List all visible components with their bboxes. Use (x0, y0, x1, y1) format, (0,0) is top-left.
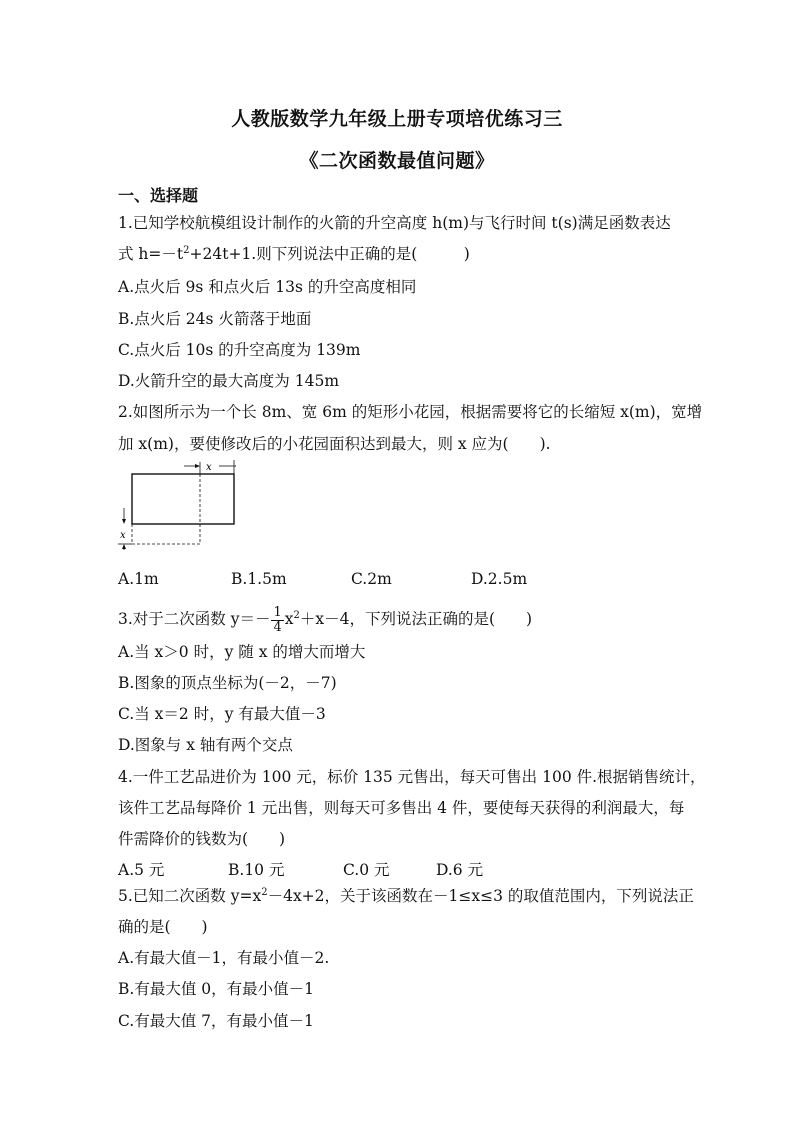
q2-stem-line1: 2.如图所示为一个长 8m、宽 6m 的矩形小花园，根据需要将它的长缩短 x(m)，宽增 (118, 403, 703, 421)
q3-option-a: A.当 x＞0 时，y 随 x 的增大而增大 (118, 643, 366, 661)
q1-expr-text: 式 h=－t (118, 245, 184, 263)
q2-figure-label-left: x (120, 530, 126, 541)
q5-stem-text: 5.已知二次函数 y=x (118, 887, 262, 905)
q4-option-a: A.5 元 (118, 861, 165, 879)
q1-stem-line1: 1.已知学校航模组设计制作的火箭的升空高度 h(m)与飞行时间 t(s)满足函数表达 (118, 214, 671, 232)
q1-exponent: 2 (183, 245, 190, 256)
q2-rectangle-figure (116, 460, 236, 550)
q3-variable: x (284, 610, 294, 628)
q3-stem (118, 605, 532, 635)
q1-option-a: A.点火后 9s 和点火后 13s 的升空高度相同 (118, 278, 417, 296)
garden-rectangle (132, 474, 234, 524)
q3-stem-rest: ＋x－4，下列说法正确的是( ) (299, 610, 533, 628)
q1-expr-rest: +24t+1.则下列说法中正确的是( ) (189, 245, 470, 263)
q1-option-b: B.点火后 24s 火箭落于地面 (118, 310, 312, 328)
q2-option-b: B.1.5m (231, 570, 287, 588)
q2-option-c: C.2m (351, 570, 392, 588)
q3-fraction-denominator: 4 (273, 619, 282, 635)
q2-stem-line2: 加 x(m)，要使修改后的小花园面积达到最大，则 x 应为( ). (118, 435, 551, 453)
document-subtitle: 《二次函数最值问题》 (299, 150, 495, 172)
q5-option-c: C.有最大值 7，有最小值－1 (118, 1012, 314, 1030)
q3-exponent: 2 (293, 610, 300, 621)
q5-option-a: A.有最大值－1，有最小值－2. (118, 949, 330, 967)
q3-option-d: D.图象与 x 轴有两个交点 (118, 736, 293, 754)
q5-exponent: 2 (261, 887, 268, 898)
q2-figure-label-top: x (206, 462, 212, 473)
q1-stem-line2 (118, 244, 470, 264)
q3-option-c: C.当 x＝2 时，y 有最大值－3 (118, 705, 326, 723)
q3-stem-text: 3.对于二次函数 y＝－ (118, 610, 271, 628)
q5-option-b: B.有最大值 0，有最小值－1 (118, 980, 314, 998)
q5-stem-rest: －4x+2，关于该函数在－1≤x≤3 的取值范围内，下列说法正 (267, 887, 694, 905)
q4-option-b: B.10 元 (228, 861, 285, 879)
q1-option-d: D.火箭升空的最大高度为 145m (118, 372, 340, 390)
q3-fraction (271, 606, 283, 635)
document-title: 人教版数学九年级上册专项培优练习三 (231, 108, 563, 130)
q2-option-a: A.1m (118, 570, 159, 588)
q4-stem-line3: 件需降价的钱数为( ) (118, 830, 286, 848)
q3-fraction-numerator: 1 (273, 604, 282, 620)
q1-option-c: C.点火后 10s 的升空高度为 139m (118, 341, 361, 359)
q4-option-d: D.6 元 (436, 861, 484, 879)
q3-option-b: B.图象的顶点坐标为(－2，－7) (118, 674, 337, 692)
q4-stem-line1: 4.一件工艺品进价为 100 元，标价 135 元售出，每天可售出 100 件.根据销售统计， (118, 768, 706, 786)
q5-stem-line2: 确的是( ) (118, 918, 208, 936)
section-heading: 一、选择题 (118, 186, 199, 205)
q4-stem-line2: 该件工艺品每降价 1 元出售，则每天可多售出 4 件，要使每天获得的利润最大，每 (118, 799, 685, 817)
q5-stem-line1 (118, 886, 694, 906)
q4-option-c: C.0 元 (343, 861, 390, 879)
q2-option-d: D.2.5m (471, 570, 528, 588)
